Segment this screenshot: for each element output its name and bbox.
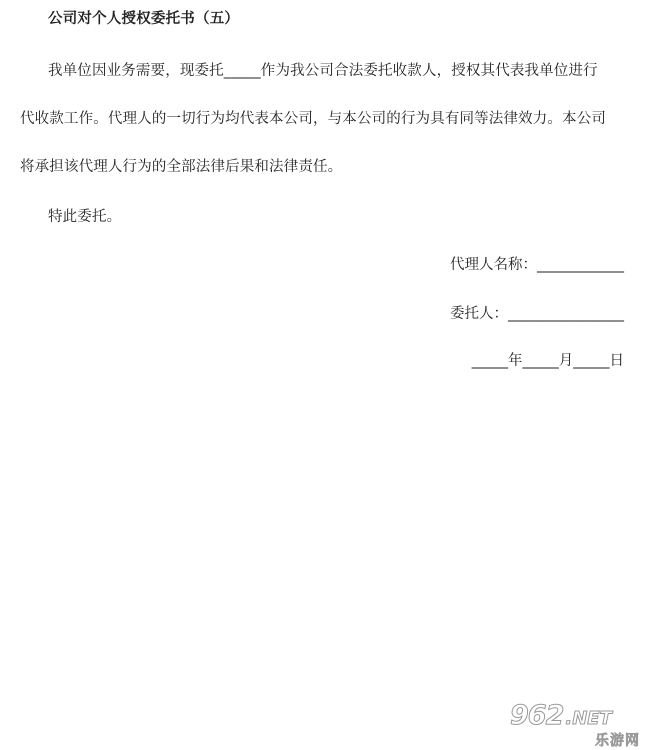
- watermark-suffix: .NET: [565, 708, 612, 729]
- document-title: 公司对个人授权委托书（五）: [48, 11, 240, 27]
- agent-name-signature-line: 代理人名称：____________: [450, 257, 624, 273]
- site-watermark: [510, 700, 642, 749]
- principal-signature-line: 委托人：________________: [450, 306, 624, 322]
- watermark-subtitle: 乐游网: [595, 733, 640, 749]
- body-line-3: 将承担该代理人行为的全部法律后果和法律责任。: [20, 159, 343, 175]
- watermark-number: 962: [510, 700, 564, 731]
- body-line-1: 我单位因业务需要，现委托_____作为我公司合法委托收款人，授权其代表我单位进行: [48, 63, 598, 79]
- date-line: _____年_____月_____日: [471, 353, 624, 369]
- watermark-logo-text: [510, 702, 612, 733]
- body-line-2: 代收款工作。代理人的一切行为均代表本公司，与本公司的行为具有同等法律效力。本公司: [20, 111, 606, 127]
- closing-line: 特此委托。: [48, 209, 122, 225]
